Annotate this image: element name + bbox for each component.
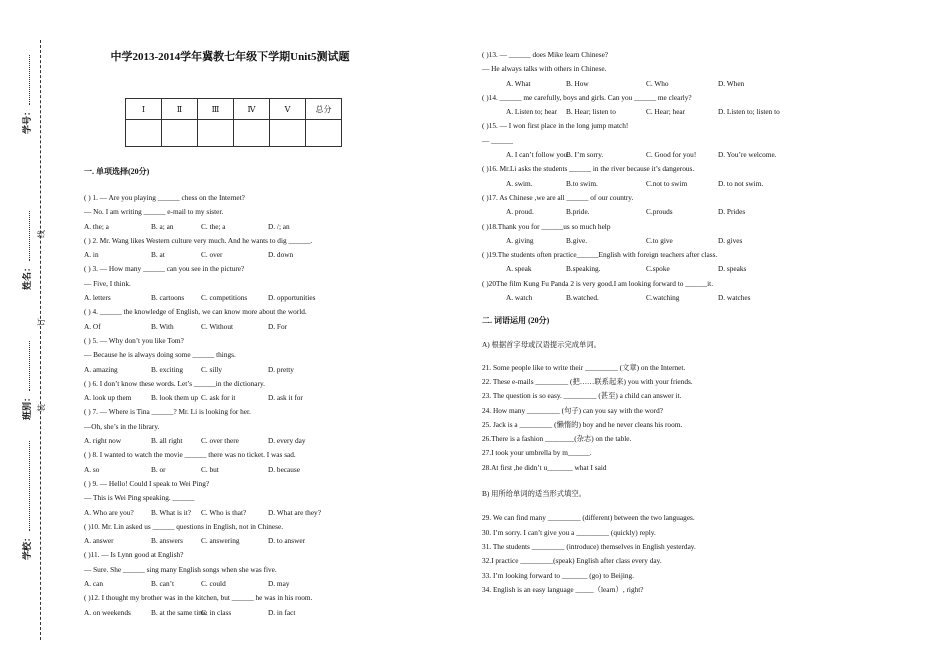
answer-option[interactable]: C. the; a (201, 221, 226, 231)
answer-option[interactable]: A. What (506, 78, 531, 88)
answer-option[interactable]: D. /; an (268, 221, 290, 231)
answer-option[interactable]: B. I’m sorry. (566, 150, 604, 160)
answer-option[interactable]: B. answers (151, 536, 184, 546)
score-header: Ⅳ (234, 99, 270, 120)
score-table-blank-row (126, 120, 342, 147)
answer-option[interactable]: A. can (84, 579, 104, 589)
answer-option[interactable]: B. a; an (151, 221, 174, 231)
fill-in-item: 31. The students _________ (introduce) themselves in English yesterday. (482, 541, 696, 551)
answer-option[interactable]: D. You’re welcome. (718, 150, 777, 160)
question-continuation: — No. I am writing ______ e-mail to my sister. (84, 207, 224, 217)
answer-options (84, 320, 384, 334)
question-stem: ( )19.The students often practice______English with foreign teachers after class. (482, 250, 718, 260)
binding-margin (0, 0, 60, 672)
fill-in-item: 23. The question is so easy. _________ (甚至) a child can answer it. (482, 391, 682, 401)
score-header: Ⅱ (162, 99, 198, 120)
answer-option[interactable]: C.watching (646, 293, 680, 303)
answer-option[interactable]: B. Hear; listen to (566, 107, 616, 117)
answer-option[interactable]: C. Who is that? (201, 507, 247, 517)
answer-option[interactable]: D. down (268, 250, 294, 260)
answer-options (84, 606, 384, 620)
question-stem: ( ) 6. I don’t know these words. Let’s ______in the dictionary. (84, 378, 265, 388)
question-stem: ( )16. Mr.Li asks the students ______ in the river because it’s dangerous. (482, 164, 695, 174)
part-b-list (482, 511, 802, 597)
question-continuation: — ______ (482, 135, 514, 145)
score-header: Ⅰ (126, 99, 162, 120)
answer-option[interactable]: B. cartoons (151, 293, 185, 303)
answer-option[interactable]: C.prouds (646, 207, 673, 217)
question-stem: ( ) 2. Mr. Wang likes Western culture very much. And he wants to dig ______. (84, 235, 313, 245)
answer-option[interactable]: B. With (151, 321, 174, 331)
answer-option[interactable]: A. watch (506, 293, 533, 303)
fill-in-item: 22. These e-mails _________ (把……联系起来) you with your friends. (482, 376, 693, 386)
answer-options (482, 262, 802, 276)
question-continuation: — Sure. She ______ sing many English songs when she was five. (84, 564, 277, 574)
answer-options (482, 205, 802, 219)
answer-options (84, 577, 384, 591)
answer-option[interactable]: B.speaking. (566, 264, 601, 274)
score-table-header (126, 99, 342, 120)
fill-in-item: 32.I practice _________(speak) English after class every day. (482, 556, 662, 566)
answer-option[interactable]: A. so (84, 464, 100, 474)
score-cell[interactable] (270, 120, 306, 147)
question-stem: ( ) 3. — How many ______ can you see in the picture? (84, 264, 245, 274)
answer-option[interactable]: D. in fact (268, 607, 296, 617)
answer-option[interactable]: A. Of (84, 321, 101, 331)
binding-mark-ding: 订 (37, 318, 46, 326)
question-stem: ( )12. I thought my brother was in the kitchen, but ______ he was in his room. (84, 593, 313, 603)
section-2-heading: 二. 词语运用 (20分) (482, 316, 550, 326)
question-stem: ( ) 1. — Are you playing ______ chess on the Internet? (84, 193, 245, 202)
question-continuation: —Oh, she’s in the library. (84, 421, 160, 431)
answer-option[interactable]: D. opportunities (268, 293, 316, 303)
question-continuation: — Because he is always doing some ______ things. (84, 350, 236, 360)
name-label: 姓名： (20, 211, 33, 290)
answer-option[interactable]: B. can’t (151, 579, 174, 589)
answer-option[interactable]: C. answering (201, 536, 240, 546)
question-stem: ( )18.Thank you for ______us so much help (482, 221, 611, 231)
right-question-list (482, 48, 802, 305)
answer-option[interactable]: B.give. (566, 235, 588, 245)
answer-option[interactable]: C. Without (201, 321, 234, 331)
answer-option[interactable]: A. swim. (506, 178, 533, 188)
fill-in-item: 30. I’m sorry. I can’t give you a _________ (quickly) reply. (482, 527, 656, 537)
answer-options (84, 534, 384, 548)
question-stem: ( )20The film Kung Fu Panda 2 is very good.I am looking forward to ______it. (482, 278, 714, 288)
question-stem: ( ) 8. I wanted to watch the movie ______ there was no ticket. I was sad. (84, 450, 296, 460)
answer-option[interactable]: B. all right (151, 436, 183, 446)
question-stem: ( )17. As Chinese ,we are all ______ of our country. (482, 192, 634, 202)
score-header: Ⅲ (198, 99, 234, 120)
answer-option[interactable]: D. gives (718, 235, 743, 245)
binding-mark-zhuang: 装 (37, 404, 46, 412)
answer-option[interactable]: B. at the same time (151, 607, 208, 617)
answer-option[interactable]: D. When (718, 78, 745, 88)
answer-option[interactable]: D. to not swim. (718, 178, 764, 188)
answer-option[interactable]: B. How (566, 78, 589, 88)
fill-in-item: 28.At first ,he didn’t u_______ what I said (482, 462, 607, 472)
fill-in-item: 34. English is an easy language _____（learn）, right? (482, 584, 644, 594)
fill-in-item: 21. Some people like to write their _________ (文章) on the Internet. (482, 362, 686, 372)
answer-options (482, 148, 802, 162)
answer-option[interactable]: D. pretty (268, 364, 294, 374)
left-column (84, 166, 384, 620)
answer-option[interactable]: D. watches (718, 293, 751, 303)
answer-option[interactable]: C. but (201, 464, 219, 474)
answer-option[interactable]: A. the; a (84, 221, 109, 231)
answer-option[interactable]: B.to swim. (566, 178, 598, 188)
answer-option[interactable]: B. at (151, 250, 165, 260)
answer-option[interactable]: D. because (268, 464, 301, 474)
answer-option[interactable]: A. letters (84, 293, 111, 303)
answer-option[interactable]: C.spoke (646, 264, 670, 274)
question-stem: ( ) 9. — Hello! Could I speak to Wei Ping? (84, 478, 210, 488)
answer-option[interactable]: D. ask it for (268, 393, 303, 403)
score-table (125, 98, 342, 147)
answer-option[interactable]: D. Prides (718, 207, 746, 217)
answer-option[interactable]: C. over there (201, 436, 239, 446)
score-cell[interactable] (162, 120, 198, 147)
answer-option[interactable]: D. to answer (268, 536, 306, 546)
answer-option[interactable]: C. competitions (201, 293, 248, 303)
answer-option[interactable]: C.not to swim (646, 178, 688, 188)
score-header: 总分 (306, 99, 342, 120)
section-1-heading: 一. 单项选择(20分) (84, 167, 150, 176)
fill-in-item: 25. Jack is a _________ (懒惰的) boy and he never cleans his room. (482, 419, 683, 429)
answer-option[interactable]: A. speak (506, 264, 532, 274)
answer-option[interactable]: A. right now (84, 436, 122, 446)
question-stem: ( )15. — I won first place in the long jump match! (482, 121, 629, 131)
answer-option[interactable]: B. exciting (151, 364, 184, 374)
answer-option[interactable]: C. over (201, 250, 223, 260)
part-a-instruction: A) 根据首字母或汉语提示完成单词。 (482, 340, 601, 350)
answer-option[interactable]: B. or (151, 464, 166, 474)
question-stem: ( ) 4. ______ the knowledge of English, we can know more about the world. (84, 307, 307, 317)
answer-option[interactable]: D. may (268, 579, 290, 589)
fill-in-item: 29. We can find many _________ (different) between the two languages. (482, 513, 695, 523)
answer-option[interactable]: C. Good for you! (646, 150, 697, 160)
answer-option[interactable]: B. look them up (151, 393, 199, 403)
page-title: 中学2013-2014学年冀教七年级下学期Unit5测试题 (110, 51, 350, 63)
fill-in-item: 27.I took your umbrella by m______. (482, 448, 592, 458)
score-cell[interactable] (306, 120, 342, 147)
answer-option[interactable]: D. speaks (718, 264, 747, 274)
answer-option[interactable]: A. look up them (84, 393, 132, 403)
answer-option[interactable]: C. Who (646, 78, 669, 88)
answer-option[interactable]: A. I can’t follow you. (506, 150, 570, 160)
answer-option[interactable]: B. What is it? (151, 507, 191, 517)
answer-option[interactable]: C. Hear; hear (646, 107, 686, 117)
question-stem: ( ) 5. — Why don’t you like Tom? (84, 335, 184, 345)
answer-options (482, 105, 802, 119)
answer-option[interactable]: A. answer (84, 536, 114, 546)
part-a-list (482, 361, 802, 475)
student-number-label: 学号： (20, 55, 33, 134)
question-stem: ( ) 7. — Where is Tina ______? Mr. Li is looking for her. (84, 407, 251, 417)
score-header: Ⅴ (270, 99, 306, 120)
answer-option[interactable]: A. proud. (506, 207, 534, 217)
answer-option[interactable]: A. in (84, 250, 99, 260)
school-label: 学校： (20, 441, 33, 560)
question-stem: ( )11. — Is Lynn good at English? (84, 550, 184, 560)
answer-options (84, 291, 384, 305)
score-cell[interactable] (234, 120, 270, 147)
answer-options (84, 363, 384, 377)
answer-options (84, 248, 384, 262)
fill-in-item: 24. How many _________ (句子) can you say with the word? (482, 405, 663, 415)
answer-option[interactable]: C.to give (646, 235, 673, 245)
answer-options (482, 291, 802, 305)
answer-option[interactable]: B.watched. (566, 293, 599, 303)
answer-options (84, 220, 384, 234)
answer-option[interactable]: A. on weekends (84, 607, 131, 617)
score-cell[interactable] (198, 120, 234, 147)
answer-options (84, 506, 384, 520)
question-stem: ( )13. — ______ does Mike learn Chinese? (482, 50, 609, 59)
answer-options (84, 463, 384, 477)
binding-line (40, 40, 41, 640)
answer-option[interactable]: C. could (201, 579, 226, 589)
binding-mark-xian: 线 (37, 230, 46, 238)
answer-option[interactable]: C. in class (201, 607, 232, 617)
answer-option[interactable]: A. Who are you? (84, 507, 134, 517)
answer-options (84, 391, 384, 405)
part-b-instruction: B) 用所给单词的适当形式填空。 (482, 489, 586, 499)
answer-option[interactable]: A. giving (506, 235, 534, 245)
fill-in-item: 26.There is a fashion ________(杂志) on the table. (482, 434, 632, 444)
answer-options (482, 234, 802, 248)
answer-options (84, 434, 384, 448)
answer-option[interactable]: C. silly (201, 364, 223, 374)
answer-option[interactable]: A. amazing (84, 364, 118, 374)
answer-options (482, 177, 802, 191)
answer-option[interactable]: D. For (268, 321, 288, 331)
question-continuation: — He always talks with others in Chinese. (482, 64, 607, 74)
answer-option[interactable]: C. ask for it (201, 393, 236, 403)
left-question-list (84, 191, 384, 620)
fill-in-item: 33. I’m looking forward to _______ (go) to Beijing. (482, 570, 634, 580)
answer-option[interactable]: D. What are they? (268, 507, 321, 517)
answer-options (482, 77, 802, 91)
question-stem: ( )14. ______ me carefully, boys and girls. Can you ______ me clearly? (482, 92, 692, 102)
question-stem: ( )10. Mr. Lin asked us ______ questions in English, not in Chinese. (84, 521, 284, 531)
answer-option[interactable]: B.pride. (566, 207, 590, 217)
score-cell[interactable] (126, 120, 162, 147)
answer-option[interactable]: D. Listen to; listen to (718, 107, 780, 117)
question-continuation: — Five, I think. (84, 278, 131, 288)
answer-option[interactable]: A. Listen to; hear (506, 107, 558, 117)
question-continuation: — This is Wei Ping speaking. ______ (84, 493, 195, 503)
class-label: 班别： (20, 341, 33, 420)
right-column (482, 48, 802, 597)
answer-option[interactable]: D. every day (268, 436, 306, 446)
